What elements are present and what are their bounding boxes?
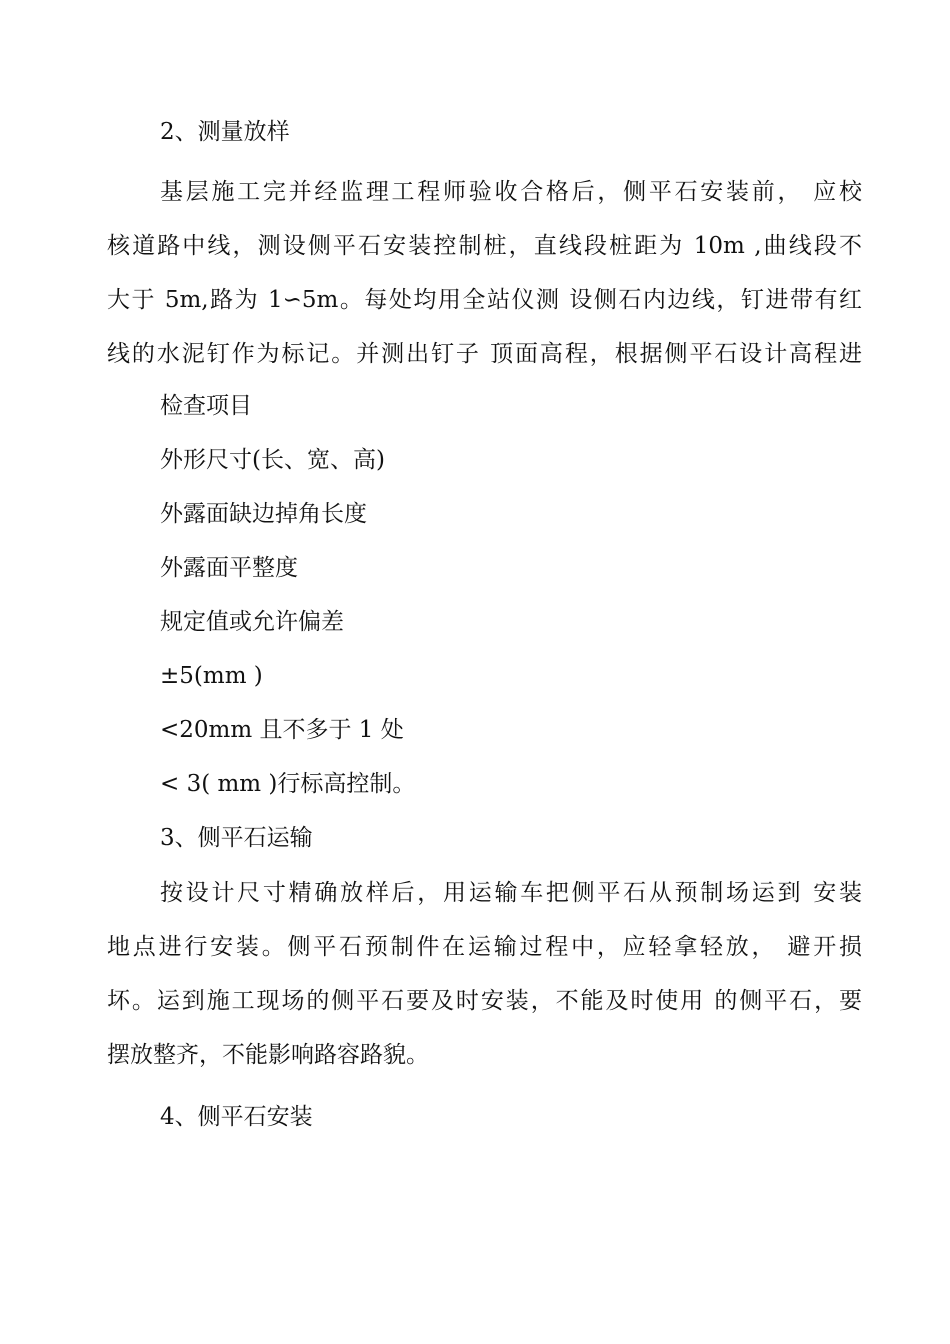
paragraph-line: 核道路中线，测设侧平石安装控制桩，直线段桩距为 10m ,曲线段不 <box>107 233 862 259</box>
paragraph-line: 按设计尺寸精确放样后，用运输车把侧平石从预制场运到 安装 <box>160 880 862 906</box>
check-item: 外形尺寸(长、宽、高) <box>160 447 385 473</box>
check-item: 规定值或允许偏差 <box>160 609 344 635</box>
paragraph-line: 基层施工完并经监理工程师验收合格后，侧平石安装前， 应校 <box>160 179 862 205</box>
check-item: 检查项目 <box>160 393 252 419</box>
check-item: <20mm 且不多于 1 处 <box>160 717 404 743</box>
section-heading-4: 4、侧平石安装 <box>160 1104 313 1130</box>
paragraph-line: 线的水泥钉作为标记。并测出钉子 顶面高程，根据侧平石设计高程进 <box>107 341 862 367</box>
paragraph-survey <box>107 165 862 381</box>
section-heading-2: 2、测量放样 <box>160 119 290 145</box>
check-item: < 3( mm )行标高控制。 <box>160 771 416 797</box>
check-item: 外露面缺边掉角长度 <box>160 501 367 527</box>
paragraph-line: 坏。运到施工现场的侧平石要及时安装，不能及时使用 的侧平石，要 <box>107 988 862 1014</box>
check-item: 外露面平整度 <box>160 555 298 581</box>
paragraph-line: 地点进行安装。侧平石预制件在运输过程中，应轻拿轻放， 避开损 <box>107 934 862 960</box>
check-item: ±5(mm ) <box>160 663 263 689</box>
paragraph-line: 大于 5m,路为 1∽5m。每处均用全站仪测 设侧石内边线，钉进带有红 <box>107 287 862 313</box>
section-heading-3: 3、侧平石运输 <box>160 825 313 851</box>
paragraph-transport <box>107 866 862 1082</box>
paragraph-line: 摆放整齐，不能影响路容路貌。 <box>107 1042 429 1068</box>
